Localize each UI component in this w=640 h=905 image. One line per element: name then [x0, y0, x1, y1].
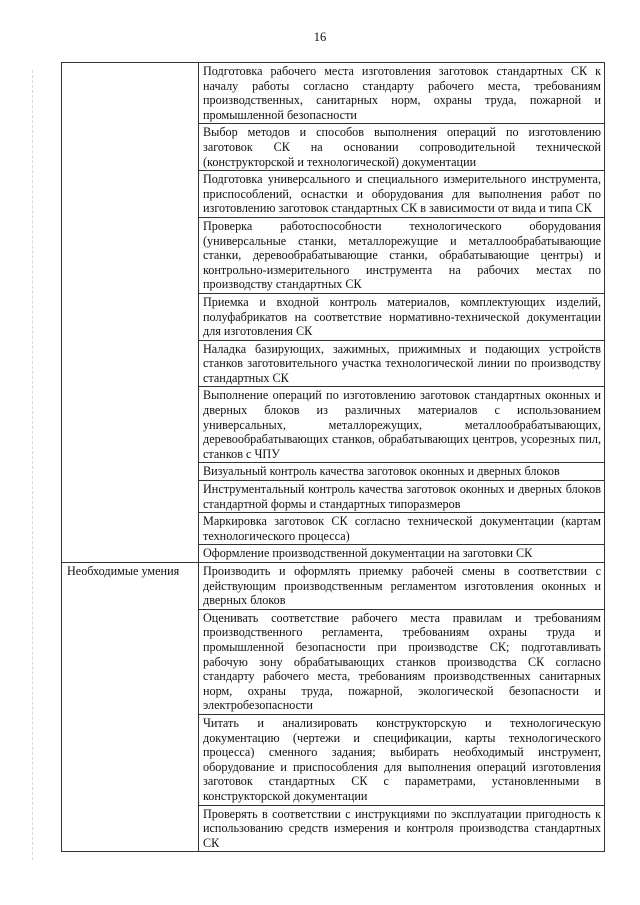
row-desc-cell: Производить и оформлять приемку рабочей смены в соответствии с действующим производственным регламентом изготовления оконных и дверных блоков — [199, 563, 605, 610]
table-row — [62, 63, 605, 124]
row-desc-cell: Подготовка универсального и специального измерительного инструмента, приспособлений, оснастки и оборудования для выполнения работ по изготовлению заготовок стандартных СК в зависимости от вида и типа СК — [199, 171, 605, 218]
row-desc-cell: Оценивать соответствие рабочего места правилам и требованиям производственного регламента, требованиям охраны труда и промышленной безопасности при производстве СК; подготавливать рабочую зону обрабатывающих станков производства СК согласно стандарту рабочего места, требованиям производственных санитарных норм, охраны труда, пожарной, экологической безопасности и электробезопасности — [199, 609, 605, 714]
requirements-table — [61, 62, 605, 852]
row-desc-cell: Визуальный контроль качества заготовок оконных и дверных блоков — [199, 463, 605, 481]
page-number: 16 — [313, 30, 327, 44]
row-desc-cell: Инструментальный контроль качества заготовок оконных и дверных блоков стандартной формы и стандартных типоразмеров — [199, 481, 605, 513]
row-desc-cell: Проверка работоспособности технологического оборудования (универсальные станки, металлорежущие и металлообрабатывающие станки, деревообрабатывающие станки, обрабатывающие центры) и контрольно-измерительного инструмента на рабочих местах по производству стандартных СК — [199, 217, 605, 293]
row-label-cell: Необходимые умения — [62, 563, 199, 852]
row-desc-cell: Подготовка рабочего места изготовления заготовок стандартных СК к началу работы согласно стандарту рабочего места, требованиям производственных, санитарных норм, охраны труда, пожарной и промышленной безопасности — [199, 63, 605, 124]
scan-artifact-line — [32, 70, 34, 860]
row-desc-cell: Маркировка заготовок СК согласно технической документации (картам технологического процесса) — [199, 513, 605, 545]
row-desc-cell: Выбор методов и способов выполнения операций по изготовлению заготовок СК на основании сопроводительной технической (конструкторской и технологической) документации — [199, 124, 605, 171]
row-label-cell — [62, 63, 199, 563]
row-desc-cell: Наладка базирующих, зажимных, прижимных и подающих устройств станков заготовительного участка технологической линии по производству стандартных СК — [199, 340, 605, 387]
row-desc-cell: Читать и анализировать конструкторскую и технологическую документацию (чертежи и спецификации, карты технологического процесса) сменного задания; выбирать необходимый инструмент, оборудование и приспособления для выполнения операций изготовления заготовок стандартных СК с параметрами, установленными в конструкторской документации — [199, 714, 605, 805]
row-desc-cell: Проверять в соответствии с инструкциями по эксплуатации пригодность к использованию средств измерения и контроля производства стандартных СК — [199, 805, 605, 852]
row-desc-cell: Выполнение операций по изготовлению заготовок стандартных оконных и дверных блоков из различных материалов с использованием универсальных, металлорежущих, металлообрабатывающих, деревообрабатывающих станков, обрабатывающих центров, усорезных пил, станков с ЧПУ — [199, 387, 605, 463]
row-desc-cell: Приемка и входной контроль материалов, комплектующих изделий, полуфабрикатов на соответствие нормативно-технической документации для изготовления СК — [199, 293, 605, 340]
row-desc-cell: Оформление производственной документации на заготовки СК — [199, 545, 605, 563]
table-row — [62, 563, 605, 610]
